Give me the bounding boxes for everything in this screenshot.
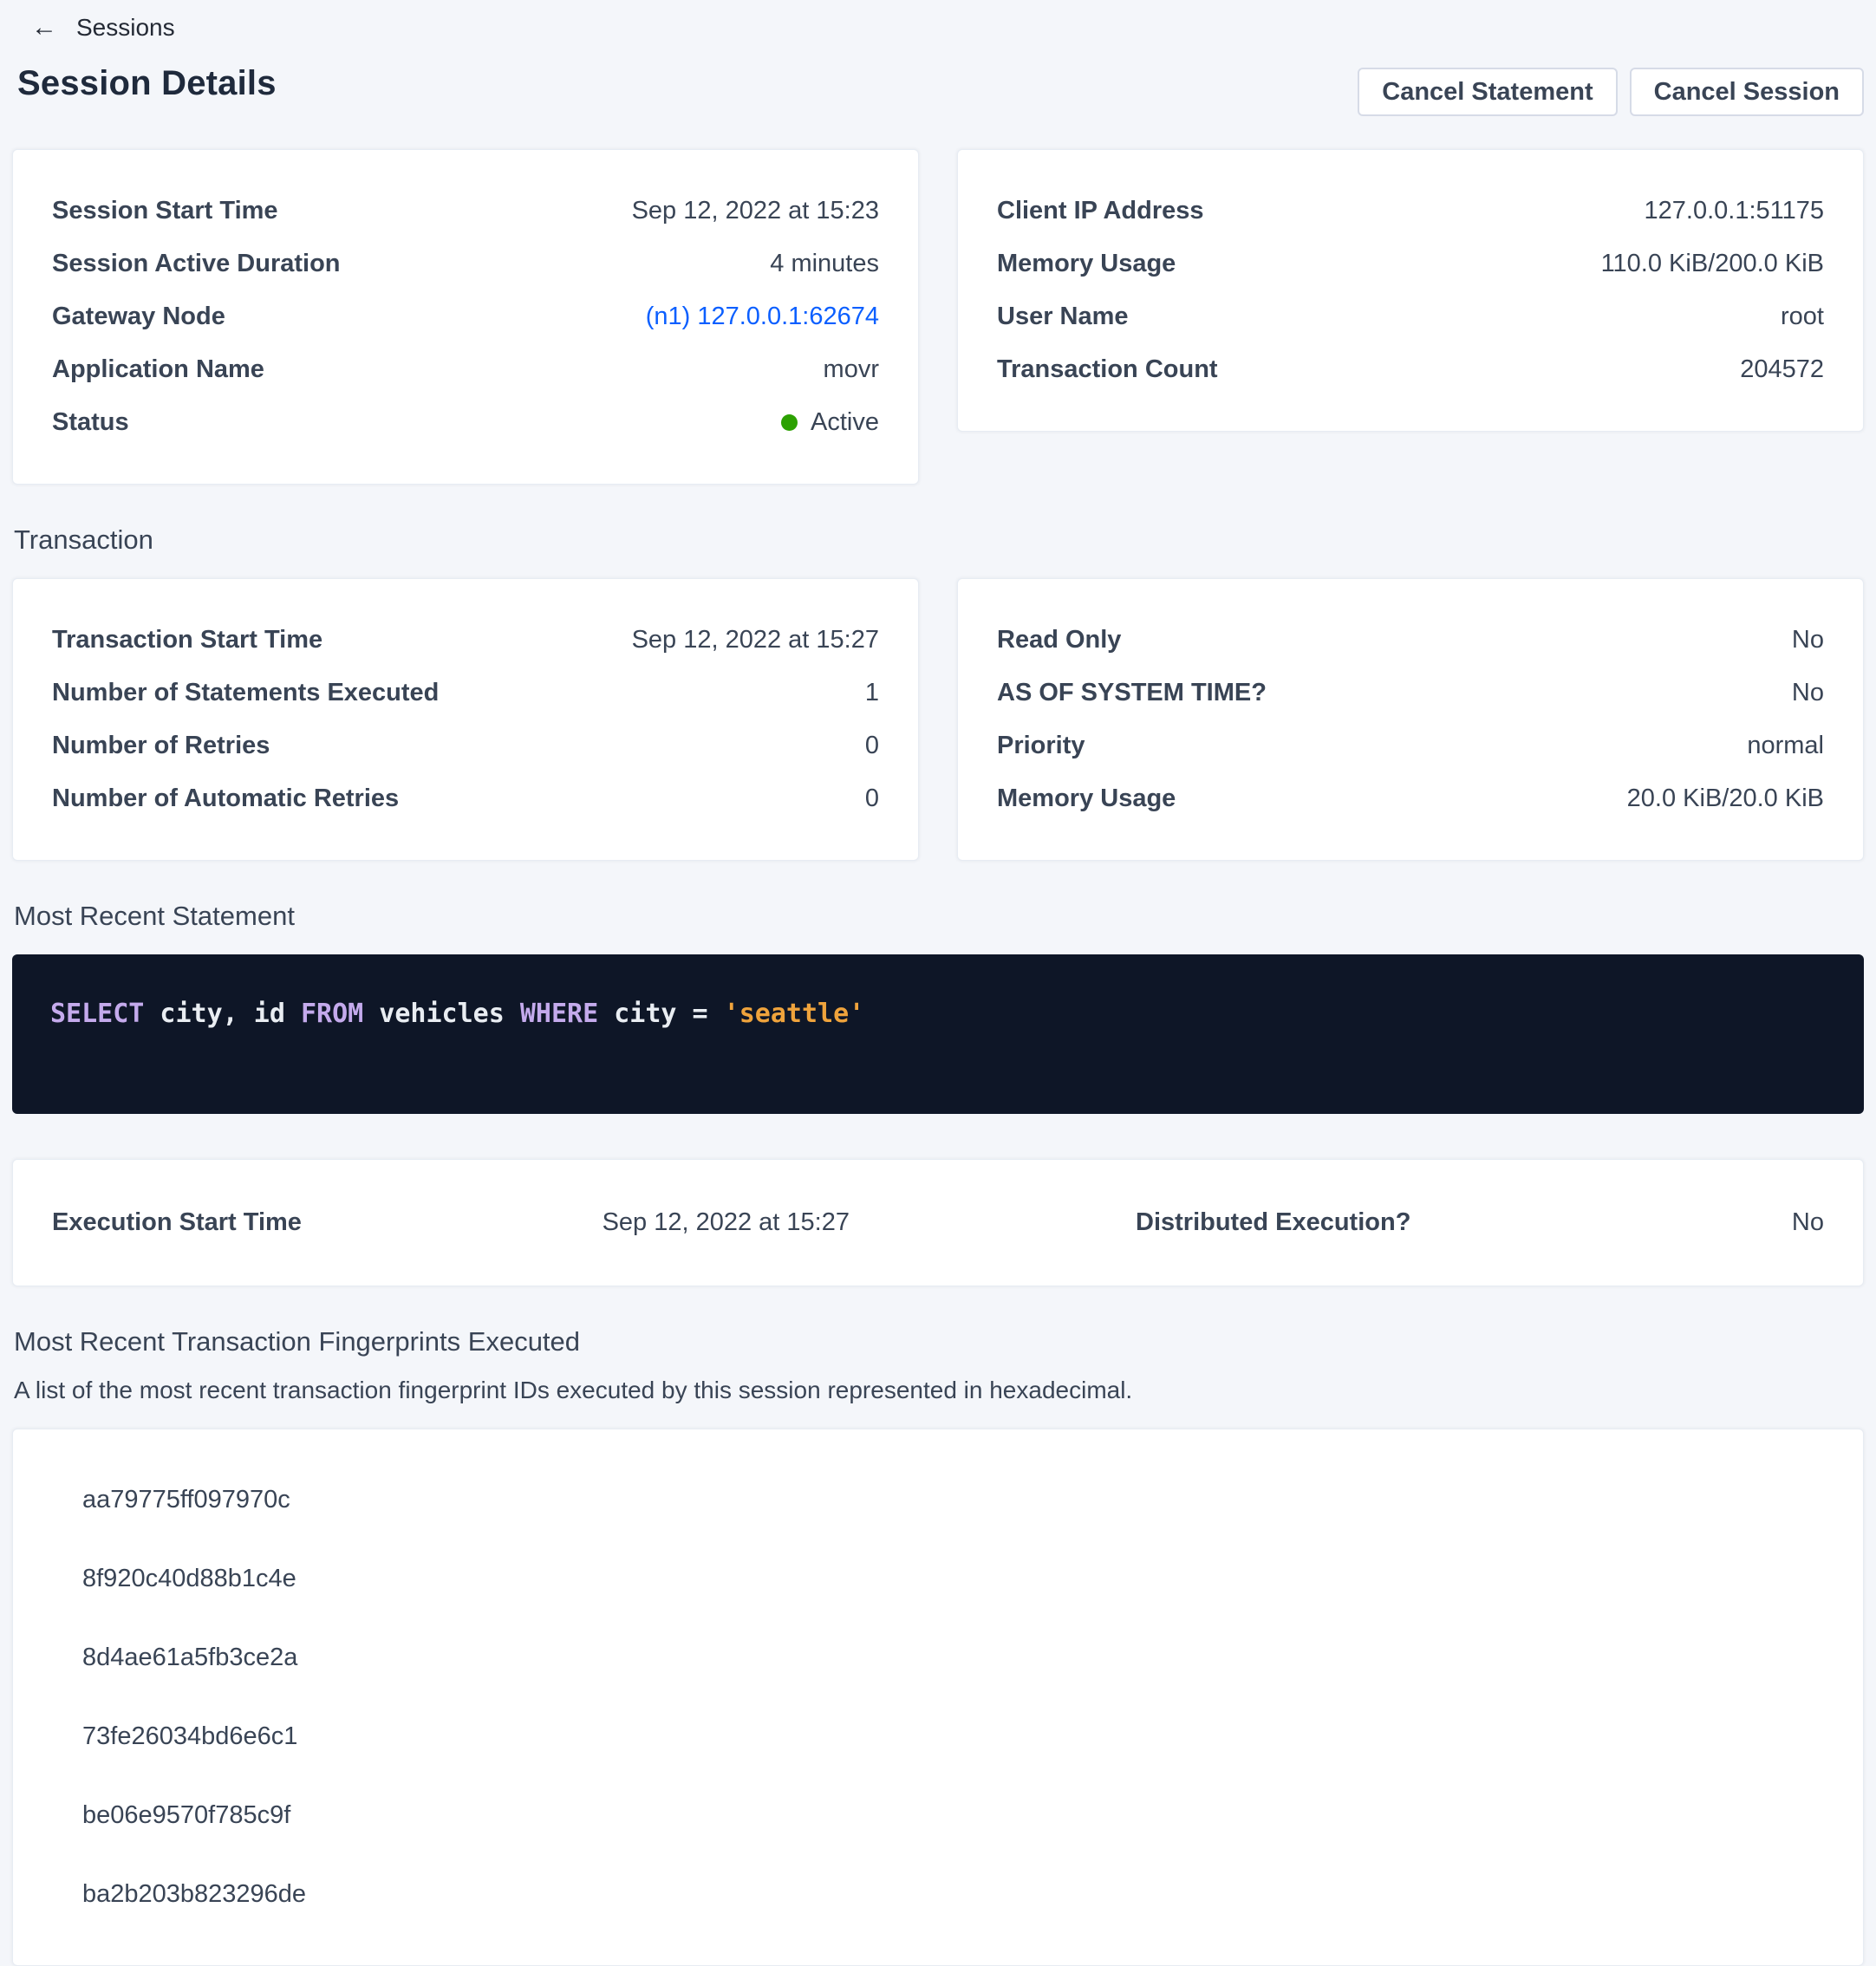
retries-value: 0 [864,732,879,759]
fingerprint-item: aa79775ff097970c [82,1486,290,1514]
fingerprint-item: 73fe26034bd6e6c1 [82,1722,298,1750]
title-row [12,64,1864,116]
application-name-label: Application Name [52,355,264,383]
transaction-start-time-value: Sep 12, 2022 at 15:27 [631,626,879,654]
cancel-session-button[interactable]: Cancel Session [1630,68,1864,116]
distributed-execution-value: No [1791,1208,1824,1236]
statements-executed-label: Number of Statements Executed [52,679,440,706]
execution-start-time-value: Sep 12, 2022 at 15:27 [602,1208,850,1236]
priority-row [997,719,1824,772]
priority-value: normal [1747,732,1824,759]
user-name-label: User Name [997,303,1129,330]
most-recent-statement-heading: Most Recent Statement [14,901,295,931]
transaction-memory-usage-row [997,772,1824,825]
as-of-system-time-row [997,667,1824,719]
transaction-start-time-label: Transaction Start Time [52,626,323,654]
session-summary-card-left [12,149,919,485]
fingerprints-card [12,1429,1864,1966]
session-start-time-label: Session Start Time [52,197,278,225]
read-only-row [997,614,1824,667]
fingerprint-item: 8d4ae61a5fb3ce2a [82,1644,298,1671]
fingerprints-heading: Most Recent Transaction Fingerprints Executed [14,1326,581,1357]
sql-statement-box [12,954,1864,1114]
sql-text-table: vehicles [363,999,520,1029]
read-only-label: Read Only [997,626,1122,654]
statements-executed-row [52,667,879,719]
client-ip-row [997,185,1824,238]
action-buttons [1358,64,1864,116]
back-arrow-icon: ← [31,13,57,42]
transaction-count-label: Transaction Count [997,355,1218,383]
transaction-section-heading: Transaction [14,524,153,555]
statements-executed-value: 1 [864,679,879,706]
application-name-value: movr [823,355,879,383]
cancel-statement-button[interactable]: Cancel Statement [1358,68,1617,116]
status-row [52,396,879,449]
breadcrumb-label: Sessions [76,14,175,41]
sql-text-condition: city = [598,999,724,1029]
transaction-count-row [997,343,1824,396]
automatic-retries-row [52,772,879,825]
gateway-node-label: Gateway Node [52,303,225,330]
transaction-count-value: 204572 [1740,355,1824,383]
session-memory-usage-row [997,238,1824,290]
user-name-value: root [1781,303,1824,330]
transaction-card-right [957,578,1864,861]
session-summary-row [12,149,1864,485]
transaction-start-time-row [52,614,879,667]
automatic-retries-label: Number of Automatic Retries [52,784,400,812]
session-memory-usage-value: 110.0 KiB/200.0 KiB [1600,250,1824,277]
transaction-memory-usage-label: Memory Usage [997,784,1176,812]
as-of-system-time-value: No [1791,679,1824,706]
fingerprint-item: be06e9570f785c9f [82,1801,291,1829]
execution-start-time-label: Execution Start Time [52,1208,302,1236]
session-start-time-value: Sep 12, 2022 at 15:23 [631,197,879,225]
session-active-duration-label: Session Active Duration [52,250,341,277]
status-text: Active [811,408,879,436]
session-active-duration-row [52,238,879,290]
client-ip-value: 127.0.0.1:51175 [1644,197,1824,225]
automatic-retries-value: 0 [864,784,879,812]
status-active-dot-icon [781,414,798,431]
fingerprints-description: A list of the most recent transaction fingerprint IDs executed by this session represented in hexadecimal. [14,1377,1133,1403]
transaction-card-left [12,578,919,861]
retries-label: Number of Retries [52,732,270,759]
execution-card [12,1159,1864,1286]
sql-keyword-where: WHERE [519,999,599,1029]
session-start-time-row [52,185,879,238]
fingerprint-item: ba2b203b823296de [82,1880,307,1908]
status-value [781,408,879,437]
as-of-system-time-label: AS OF SYSTEM TIME? [997,679,1267,706]
gateway-node-row [52,290,879,343]
retries-row [52,719,879,772]
priority-label: Priority [997,732,1085,759]
sql-text-columns: city, id [144,999,301,1029]
status-label: Status [52,408,129,436]
sql-keyword-from: FROM [301,999,364,1029]
sql-string-literal: 'seattle' [723,999,865,1029]
page-title: Session Details [17,64,277,102]
distributed-execution-label: Distributed Execution? [1136,1208,1411,1236]
transaction-memory-usage-value: 20.0 KiB/20.0 KiB [1626,784,1824,812]
session-memory-usage-label: Memory Usage [997,250,1176,277]
gateway-node-link[interactable]: (n1) 127.0.0.1:62674 [645,303,879,330]
fingerprint-item: 8f920c40d88b1c4e [82,1565,296,1592]
sql-keyword-select: SELECT [50,999,145,1029]
user-name-row [997,290,1824,343]
client-ip-label: Client IP Address [997,197,1204,225]
application-name-row [52,343,879,396]
session-summary-card-right [957,149,1864,432]
read-only-value: No [1791,626,1824,654]
transaction-cards-row [12,578,1864,861]
breadcrumb-back-sessions[interactable] [12,0,175,42]
session-active-duration-value: 4 minutes [770,250,879,277]
